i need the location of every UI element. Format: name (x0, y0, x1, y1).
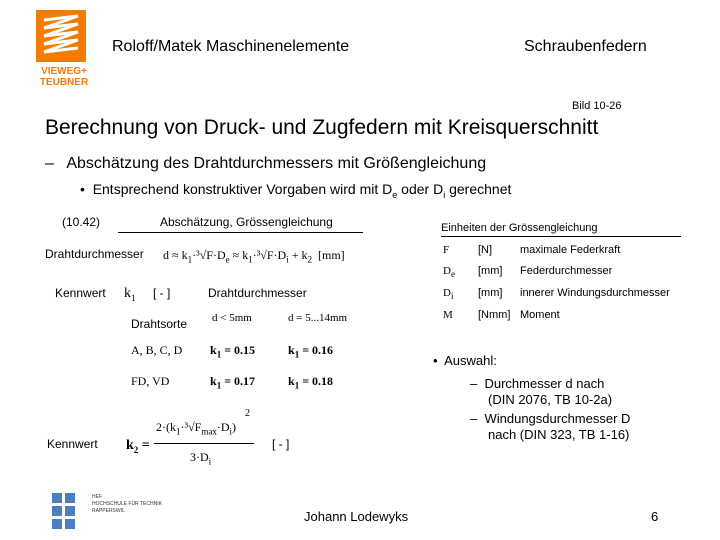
bullet-sub-i: i (443, 189, 446, 200)
k-letter: k (210, 374, 217, 388)
eq-mid: ≈ k (229, 248, 249, 262)
school-line-1: HEF (92, 494, 102, 500)
eq-plus: + k (288, 248, 308, 262)
wire-diameter-label: Drahtdurchmesser (45, 247, 144, 261)
wire-diameter-equation (163, 248, 345, 264)
subtitle-text: Abschätzung des Drahtdurchmessers mit Größengleichung (66, 155, 487, 172)
subtitle-dash: – (45, 155, 54, 172)
bullet-text-mid: oder D (397, 181, 444, 197)
k1-symbol (124, 286, 136, 303)
unit-di: [mm] (478, 287, 503, 299)
estimate-label: Abschätzung, Grössengleichung (160, 215, 333, 229)
range-small: d < 5mm (212, 312, 252, 324)
k2-sub: 2 (133, 444, 139, 455)
selection-item-2-line-2: nach (DIN 323, TB 1-16) (488, 427, 630, 442)
k1-unit: [ - ] (153, 286, 171, 300)
figure-reference: Bild 10-26 (572, 100, 622, 112)
eq-root1: ·³√F·D (192, 248, 226, 262)
sym: F (443, 244, 450, 256)
school-logo (52, 493, 88, 529)
k2-letter: k (126, 438, 134, 453)
k2-num-sub-a: 1 (176, 426, 181, 437)
units-table-title: Einheiten der Grössengleichung (441, 222, 598, 234)
logo-wordmark (34, 66, 94, 88)
kennwert-2-label: Kennwert (47, 437, 98, 451)
vieweg-teubner-logo (36, 10, 86, 62)
logo-line-2: TEUBNER (39, 77, 89, 88)
k1-small-row-1 (210, 343, 255, 359)
range-large: d = 5...14mm (288, 312, 348, 324)
k1-letter: k (124, 286, 131, 301)
k2-lhs (126, 438, 150, 455)
unit-symbol-m (443, 309, 453, 323)
selection-dash-2: – (470, 411, 478, 426)
k2-num-sub-b: max (201, 426, 217, 437)
unit-symbol-f (443, 244, 449, 258)
school-name (92, 494, 162, 515)
kennwert-label: Kennwert (55, 286, 106, 300)
sym: M (443, 309, 453, 321)
unit-desc-de: Federdurchmesser (520, 265, 613, 277)
k1-large-row-2 (288, 374, 333, 390)
wire-type-row-2: FD, VD (131, 374, 170, 388)
units-table-divider (441, 236, 681, 237)
wire-type-row-1: A, B, C, D (131, 343, 183, 357)
selection-dash-1: – (470, 376, 478, 391)
bullet-dot: • (80, 181, 85, 197)
unit-desc-m: Moment (520, 309, 560, 321)
school-logo-icon (52, 493, 88, 529)
k2-den-sub: i (208, 456, 212, 467)
selection-heading (433, 353, 497, 368)
eq-k1-sub: 1 (187, 254, 193, 265)
bullet-constructive (80, 181, 511, 200)
bullet-text-post: gerechnet (445, 181, 512, 197)
unit-symbol-di (443, 287, 453, 301)
k-value: = 0.17 (221, 374, 256, 388)
sym: D (443, 287, 451, 299)
k-letter: k (288, 374, 295, 388)
sym-sub: i (450, 291, 454, 302)
k2-num-close: ) (232, 420, 237, 434)
book-title: Roloff/Matek Maschinenelemente (112, 38, 350, 55)
school-line-3: RAPPERSWIL (92, 508, 125, 514)
school-line-2: HOCHSCHULE FÜR TECHNIK (92, 501, 162, 507)
unit-f: [N] (478, 244, 493, 256)
k1-sub: 1 (131, 292, 136, 303)
k-sub: 1 (216, 349, 222, 360)
selection-item-1-line-2: (DIN 2076, TB 10-2a) (488, 392, 613, 407)
k2-fraction-bar (154, 443, 254, 444)
selection-item-2 (470, 411, 630, 426)
spring-logo-icon (36, 10, 86, 62)
selection-item-1-line-1: Durchmesser d nach (484, 376, 605, 391)
k2-num-b: ·³√F (180, 420, 202, 434)
k-value: = 0.16 (299, 343, 334, 357)
chapter-title: Schraubenfedern (524, 38, 647, 55)
eq-lhs: d ≈ k (163, 248, 188, 262)
selection-heading-text: Auswahl: (444, 353, 497, 368)
k1-large-row-1 (288, 343, 333, 359)
selection-item-2-line-1: Windungsdurchmesser D (484, 411, 631, 426)
k2-numerator (156, 420, 236, 436)
k2-num-a: 2·(k (156, 420, 176, 434)
eq-unit: [mm] (318, 248, 345, 262)
k2-unit: [ - ] (272, 437, 290, 451)
k2-power: 2 (245, 408, 250, 419)
drahtsorte-label: Drahtsorte (131, 317, 188, 331)
k-sub: 1 (294, 380, 300, 391)
author: Johann Lodewyks (304, 509, 409, 524)
selection-item-1 (470, 376, 604, 391)
k2-num-sub-c: i (229, 426, 233, 437)
k-value: = 0.18 (299, 374, 334, 388)
eq-root2: ·³√F·D (252, 248, 287, 262)
unit-m: [Nmm] (478, 309, 511, 321)
k-sub: 1 (216, 380, 222, 391)
page-number: 6 (651, 509, 659, 524)
slide-title: Berechnung von Druck- und Zugfedern mit Kreisquerschnitt (45, 116, 599, 139)
k2-den: 3·D (190, 450, 209, 464)
unit-de: [mm] (478, 265, 503, 277)
eq-k2-sub: 2 (307, 254, 313, 265)
k-letter: k (288, 343, 295, 357)
logo-line-1: VIEWEG+ (41, 66, 87, 77)
k2-denominator (190, 450, 211, 466)
wire-diameter-header: Drahtdurchmesser (208, 286, 307, 300)
bullet-text-pre: Entsprechend konstruktiver Vorgaben wird mit D (92, 181, 393, 197)
k2-equals: = (138, 438, 150, 453)
eq-root2-sub: i (286, 254, 289, 265)
selection-bullet: • (433, 353, 438, 368)
k-value: = 0.15 (221, 343, 256, 357)
eq-k1-sub-2: 1 (248, 254, 253, 265)
equation-number: (10.42) (62, 215, 101, 229)
formula-divider (118, 232, 363, 233)
eq-root1-sub: e (225, 254, 230, 265)
unit-desc-f: maximale Federkraft (520, 244, 621, 256)
unit-desc-di: innerer Windungsdurchmesser (520, 287, 670, 299)
sym-sub: e (450, 269, 455, 280)
k2-num-c: ·D (216, 420, 230, 434)
sym: D (443, 265, 451, 277)
subtitle (45, 155, 486, 173)
k1-small-row-2 (210, 374, 255, 390)
bullet-sub-e: e (392, 189, 398, 200)
k-sub: 1 (294, 349, 300, 360)
k-letter: k (210, 343, 217, 357)
unit-symbol-de (443, 265, 455, 279)
